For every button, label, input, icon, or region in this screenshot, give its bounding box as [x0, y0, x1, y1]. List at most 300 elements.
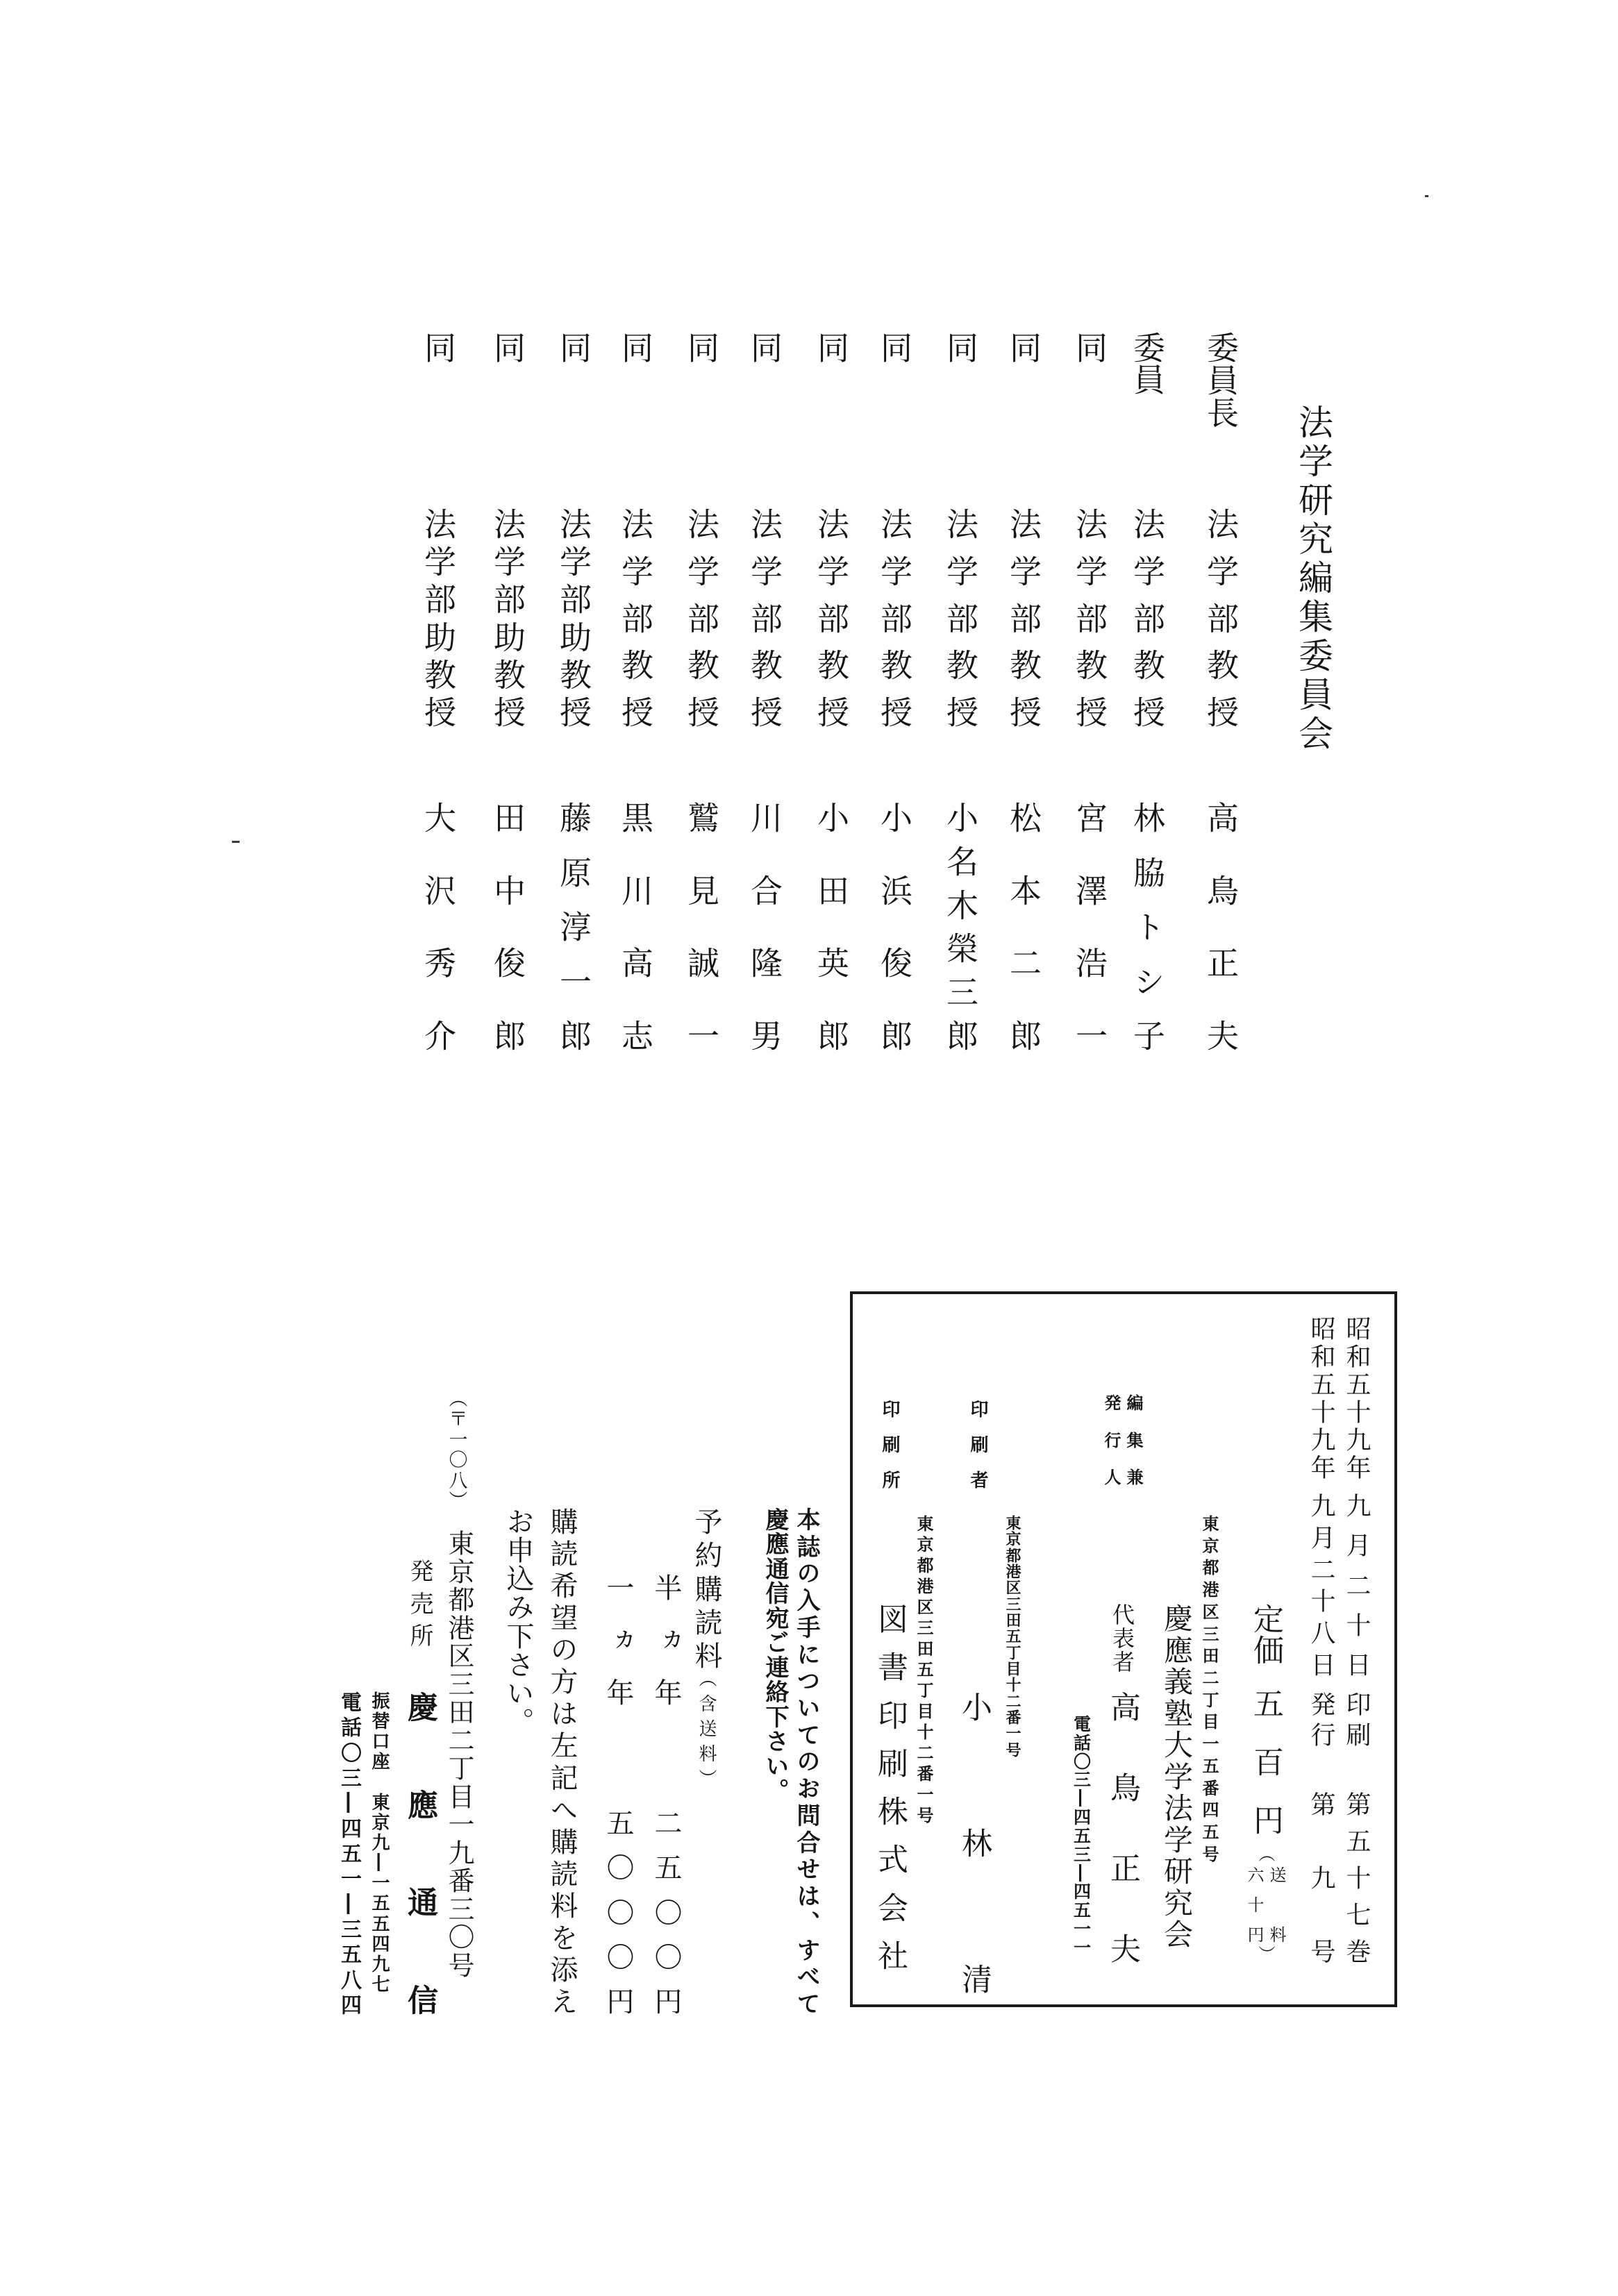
- glyph: ―: [337, 1792, 361, 1813]
- glyph: 十: [1307, 1399, 1335, 1424]
- glyph: 刷: [872, 1747, 908, 1778]
- glyph: ―: [1071, 1863, 1092, 1882]
- member-position: [875, 508, 914, 728]
- member-name: [554, 801, 593, 1051]
- glyph: 見: [683, 873, 720, 906]
- glyph: 九: [1342, 1493, 1371, 1518]
- glyph: 号: [1003, 1741, 1021, 1757]
- committee-member: [616, 0, 655, 1111]
- glyph: 一: [1199, 1735, 1219, 1752]
- committee-title: [1292, 404, 1334, 750]
- glyph: 学: [419, 545, 457, 578]
- glyph: 小: [876, 801, 913, 833]
- member-position: [554, 508, 593, 728]
- glyph: 十: [1307, 1588, 1335, 1614]
- glyph: 会: [1293, 715, 1333, 750]
- glyph: 浜: [876, 873, 913, 906]
- glyph: 法: [617, 508, 654, 539]
- glyph: 教: [942, 648, 979, 681]
- glyph: 員: [1202, 364, 1240, 396]
- glyph: 座: [369, 1752, 390, 1770]
- glyph: 九: [369, 1832, 390, 1851]
- glyph: 十: [1003, 1677, 1021, 1693]
- member-position: [1201, 508, 1240, 728]
- glyph: 正: [1105, 1852, 1140, 1883]
- glyph: 八: [1307, 1620, 1335, 1645]
- glyph: 八: [337, 1968, 361, 1990]
- glyph: 三: [1071, 1770, 1092, 1788]
- glyph: 入: [792, 1588, 820, 1612]
- print-shop-name: [871, 1603, 908, 1970]
- glyph: 五: [914, 1661, 933, 1677]
- issue-date: [1306, 1493, 1336, 1677]
- glyph: （: [1256, 1845, 1275, 1862]
- glyph: 部: [876, 601, 913, 634]
- glyph: 料: [546, 1891, 578, 1919]
- glyph: 法: [746, 508, 783, 539]
- glyph: 委: [1293, 637, 1333, 672]
- glyph: 田: [444, 1698, 474, 1725]
- glyph: 月: [1307, 1524, 1335, 1550]
- glyph: 者: [967, 1470, 988, 1489]
- glyph: 三: [1199, 1625, 1219, 1642]
- glyph: 、: [792, 1910, 820, 1934]
- glyph: 一: [1071, 1920, 1092, 1938]
- glyph: 同: [1071, 331, 1108, 363]
- glyph: 五: [1307, 1371, 1335, 1396]
- glyph: 価: [1248, 1634, 1283, 1665]
- glyph: 東: [1199, 1515, 1219, 1532]
- member-name: [682, 801, 721, 1051]
- print-action: [1341, 1691, 1371, 1747]
- glyph: 学: [1160, 1824, 1194, 1854]
- glyph: 学: [1160, 1761, 1194, 1791]
- glyph: 中: [489, 873, 526, 906]
- glyph: ト: [1128, 910, 1166, 942]
- glyph: 林: [956, 1827, 992, 1858]
- glyph: 慶: [402, 1691, 437, 1722]
- glyph: 九: [1342, 1427, 1371, 1452]
- glyph: 料: [690, 1641, 722, 1669]
- glyph: 同: [555, 331, 592, 363]
- glyph: 日: [1307, 1651, 1335, 1677]
- glyph: 二: [1307, 1556, 1335, 1582]
- glyph: 教: [1128, 648, 1166, 681]
- glyph: へ: [546, 1795, 578, 1823]
- committee-member: [682, 0, 721, 1111]
- glyph: 信: [761, 1581, 789, 1605]
- representative-label: [1108, 1603, 1136, 1673]
- glyph: 話: [1071, 1733, 1092, 1751]
- glyph: 会: [1160, 1919, 1194, 1948]
- glyph: 應: [402, 1788, 437, 1820]
- glyph: 教: [1005, 648, 1042, 681]
- glyph: さ: [502, 1650, 534, 1678]
- glyph: 部: [746, 601, 783, 634]
- glyph: 者: [1109, 1650, 1135, 1673]
- glyph: 区: [444, 1642, 474, 1669]
- glyph: 五: [1342, 1828, 1371, 1853]
- glyph: 同: [942, 331, 979, 363]
- glyph: 部: [419, 583, 457, 615]
- glyph: 一: [337, 1868, 361, 1889]
- subscription-instruction-1: [545, 1507, 578, 2015]
- glyph: に: [792, 1641, 820, 1666]
- glyph: 教: [812, 648, 850, 681]
- postage-value: [1244, 1866, 1264, 1943]
- price-value: [1247, 1688, 1283, 1835]
- member-role: [488, 331, 527, 366]
- glyph: 巻: [1342, 1938, 1371, 1963]
- glyph: 京: [444, 1557, 474, 1584]
- glyph: 学: [1005, 554, 1042, 587]
- notice-line-2: [760, 1507, 790, 1802]
- glyph: 料: [1267, 1926, 1286, 1943]
- glyph: 法: [489, 508, 526, 539]
- editor-label-right: [1124, 1394, 1143, 1485]
- glyph: 都: [444, 1586, 474, 1613]
- glyph: 授: [812, 696, 850, 728]
- glyph: 書: [872, 1651, 908, 1682]
- glyph: 学: [555, 545, 592, 578]
- glyph: 二: [650, 1809, 682, 1836]
- glyph: 部: [489, 583, 526, 615]
- glyph: 部: [617, 601, 654, 634]
- glyph: 番: [914, 1765, 933, 1782]
- editor-phone: [1069, 1715, 1093, 1956]
- glyph: 学: [489, 545, 526, 578]
- glyph: 。: [502, 1707, 534, 1735]
- glyph: 究: [1293, 521, 1333, 555]
- glyph: 三: [444, 1895, 474, 1922]
- member-role: [812, 331, 851, 366]
- glyph: す: [792, 1937, 820, 1961]
- glyph: 替: [369, 1711, 390, 1730]
- glyph: は: [546, 1699, 578, 1727]
- scan-speck: [232, 841, 240, 843]
- glyph: 田: [914, 1640, 933, 1657]
- glyph: 研: [1160, 1856, 1194, 1885]
- distributor-name: [401, 1691, 437, 2015]
- glyph: 長: [1202, 396, 1240, 428]
- glyph: お: [502, 1507, 534, 1535]
- glyph: 昭: [1342, 1316, 1371, 1341]
- member-role: [682, 331, 721, 366]
- member-name: [1070, 801, 1109, 1051]
- glyph: 港: [1199, 1581, 1219, 1598]
- glyph: 港: [914, 1577, 933, 1594]
- glyph: 慶: [761, 1507, 789, 1531]
- glyph: 九: [1307, 1493, 1335, 1518]
- glyph: 委: [1202, 331, 1240, 363]
- glyph: 川: [617, 873, 654, 906]
- glyph: 部: [1071, 601, 1108, 634]
- glyph: 希: [546, 1571, 578, 1600]
- glyph: 慶: [1160, 1603, 1194, 1632]
- glyph: 学: [876, 554, 913, 587]
- glyph: 法: [812, 508, 850, 539]
- glyph: 四: [1071, 1808, 1092, 1826]
- glyph: 発: [406, 1559, 433, 1582]
- glyph: 京: [914, 1536, 933, 1552]
- glyph: 教: [876, 648, 913, 681]
- glyph: 十: [1342, 1865, 1371, 1890]
- glyph: 兼: [1124, 1468, 1143, 1485]
- glyph: 一: [1071, 1938, 1092, 1956]
- glyph: 四: [337, 1993, 361, 2015]
- glyph: 図: [872, 1603, 908, 1634]
- glyph: ご: [761, 1630, 789, 1654]
- glyph: 十: [1244, 1896, 1264, 1913]
- glyph: 丁: [1003, 1644, 1021, 1660]
- member-position: [1128, 508, 1167, 728]
- glyph: 印: [872, 1699, 908, 1730]
- glyph: 印: [879, 1400, 900, 1418]
- glyph: 高: [617, 946, 654, 979]
- member-position: [488, 508, 527, 728]
- glyph: 榮: [942, 932, 979, 964]
- glyph: 同: [489, 331, 526, 363]
- glyph: 五: [602, 1809, 634, 1836]
- glyph: 五: [337, 1943, 361, 1965]
- member-position: [419, 508, 458, 728]
- glyph: 下: [761, 1704, 789, 1728]
- glyph: 〇: [445, 1450, 467, 1469]
- glyph: 教: [1202, 648, 1240, 681]
- subscription-heading: [690, 1507, 723, 1669]
- glyph: い: [502, 1678, 534, 1707]
- glyph: 三: [914, 1619, 933, 1636]
- glyph: 〇: [602, 1853, 634, 1882]
- glyph: 円: [650, 1987, 682, 2015]
- glyph: 同: [617, 331, 654, 363]
- glyph: 法: [419, 508, 457, 539]
- subscription-term: [649, 1573, 683, 1706]
- glyph: 清: [956, 1963, 992, 1994]
- glyph: 連: [761, 1654, 789, 1679]
- glyph: い: [792, 1695, 820, 1720]
- glyph: 二: [444, 1726, 474, 1753]
- committee-member: [941, 0, 980, 1111]
- glyph: 一: [1071, 1019, 1108, 1051]
- glyph: 東: [444, 1530, 474, 1556]
- glyph: 究: [1160, 1887, 1194, 1917]
- glyph: 方: [546, 1667, 578, 1695]
- glyph: 半: [650, 1573, 682, 1601]
- glyph: 林: [1128, 801, 1166, 833]
- editor-label: [1101, 1394, 1143, 1485]
- glyph: 読: [690, 1607, 722, 1636]
- glyph: 原: [555, 855, 592, 888]
- glyph: 三: [1071, 1845, 1092, 1863]
- glyph: 編: [1124, 1394, 1143, 1411]
- glyph: 部: [1128, 601, 1166, 634]
- glyph: ―: [1071, 1789, 1092, 1807]
- glyph: 込: [502, 1564, 534, 1593]
- glyph: 田: [1003, 1612, 1021, 1628]
- glyph: 一: [444, 1811, 474, 1838]
- glyph: 部: [812, 601, 850, 634]
- glyph: 都: [914, 1557, 933, 1573]
- glyph: 発: [1307, 1691, 1335, 1716]
- member-position: [682, 508, 721, 728]
- glyph: 郎: [489, 1019, 526, 1051]
- member-role: [941, 331, 980, 366]
- editor-label-left: [1101, 1394, 1121, 1485]
- scan-speck: [1425, 195, 1428, 197]
- glyph: 十: [1342, 1611, 1371, 1637]
- glyph: 應: [761, 1532, 789, 1556]
- glyph: 塾: [1160, 1698, 1194, 1727]
- glyph: 学: [617, 554, 654, 587]
- glyph: 浩: [1071, 946, 1108, 979]
- glyph: 四: [369, 1934, 390, 1952]
- glyph: 四: [1071, 1882, 1092, 1900]
- glyph: 都: [1199, 1559, 1219, 1576]
- glyph: 法: [555, 508, 592, 539]
- glyph: 所: [406, 1623, 433, 1647]
- glyph: の: [546, 1635, 578, 1664]
- glyph: 郎: [942, 1019, 979, 1051]
- glyph: 二: [914, 1744, 933, 1761]
- glyph: 丁: [914, 1682, 933, 1698]
- glyph: 四: [1199, 1801, 1219, 1818]
- glyph: 目: [914, 1702, 933, 1719]
- member-role: [1070, 331, 1109, 366]
- subscription-heading-note: [694, 1669, 718, 1787]
- glyph: 九: [369, 1954, 390, 1972]
- glyph: の: [792, 1749, 820, 1773]
- glyph: 助: [489, 620, 526, 653]
- glyph: 一: [914, 1786, 933, 1802]
- glyph: 同: [876, 331, 913, 363]
- glyph: 二: [1199, 1669, 1219, 1686]
- printer-label: [966, 1400, 990, 1489]
- issue-number: [1306, 1791, 1336, 1963]
- glyph: 刷: [1342, 1722, 1371, 1747]
- glyph: 行: [1307, 1722, 1335, 1747]
- glyph: 番: [1003, 1709, 1021, 1725]
- glyph: 丁: [444, 1754, 474, 1782]
- glyph: 同: [683, 331, 720, 363]
- glyph: い: [761, 1753, 789, 1777]
- glyph: 四: [337, 1817, 361, 1838]
- price-label: [1247, 1603, 1283, 1665]
- glyph: 教: [489, 657, 526, 690]
- glyph: 應: [1160, 1634, 1194, 1664]
- glyph: 年: [1342, 1455, 1371, 1480]
- committee-member: [1070, 0, 1109, 1111]
- glyph: 十: [914, 1723, 933, 1740]
- glyph: 学: [1202, 554, 1240, 587]
- glyph: 送: [1267, 1866, 1286, 1883]
- member-role: [616, 331, 655, 366]
- glyph: 学: [1128, 554, 1166, 587]
- subscription-price: [649, 1809, 683, 2015]
- glyph: 木: [942, 888, 979, 921]
- glyph: 東: [1003, 1515, 1021, 1530]
- glyph: 鳥: [1202, 873, 1240, 906]
- glyph: 員: [1293, 676, 1333, 711]
- glyph: 誌: [792, 1534, 820, 1558]
- printer-name: [956, 1691, 992, 1994]
- glyph: 法: [1160, 1793, 1194, 1822]
- member-position: [745, 508, 784, 728]
- glyph: 委: [1128, 331, 1166, 363]
- glyph: 学: [1071, 554, 1108, 587]
- glyph: 宮: [1071, 801, 1108, 833]
- glyph: 部: [1005, 601, 1042, 634]
- glyph: 代: [1109, 1603, 1135, 1625]
- glyph: さ: [761, 1729, 789, 1753]
- glyph: 約: [690, 1541, 722, 1569]
- glyph: え: [546, 1986, 578, 2015]
- glyph: 学: [942, 554, 979, 587]
- glyph: ）: [696, 1769, 717, 1787]
- glyph: 五: [1199, 1757, 1219, 1774]
- glyph: 左: [546, 1731, 578, 1759]
- editor-organization: [1158, 1603, 1194, 1948]
- glyph: 介: [419, 1019, 457, 1051]
- glyph: 番: [1199, 1779, 1219, 1796]
- glyph: 購: [690, 1574, 722, 1602]
- glyph: 部: [683, 601, 720, 634]
- glyph: 京: [1003, 1531, 1021, 1547]
- printer-address: [1002, 1515, 1021, 1757]
- member-position: [1004, 508, 1043, 728]
- glyph: 刷: [879, 1435, 900, 1453]
- representative-name: [1104, 1691, 1140, 1963]
- issue-action: [1306, 1691, 1336, 1747]
- glyph: 。: [761, 1777, 789, 1802]
- glyph: 記: [546, 1763, 578, 1791]
- member-position: [1070, 508, 1109, 728]
- glyph: 五: [1248, 1688, 1283, 1718]
- glyph: 含: [696, 1694, 717, 1712]
- glyph: 五: [1071, 1901, 1092, 1919]
- glyph: ヵ: [650, 1625, 682, 1654]
- member-role: [745, 331, 784, 366]
- member-role: [1128, 331, 1167, 395]
- glyph: 二: [1342, 1572, 1371, 1598]
- glyph: 法: [1293, 404, 1333, 439]
- glyph: 小: [812, 801, 850, 833]
- glyph: 目: [1003, 1661, 1021, 1677]
- glyph: 正: [1202, 946, 1240, 979]
- committee-member: [1201, 0, 1240, 1111]
- glyph: 話: [337, 1716, 361, 1738]
- transfer-account: [367, 1691, 391, 1993]
- glyph: 授: [617, 696, 654, 728]
- glyph: 月: [1342, 1532, 1371, 1558]
- glyph: 夫: [1202, 1019, 1240, 1051]
- glyph: 学: [1293, 443, 1333, 478]
- glyph: 高: [1202, 801, 1240, 833]
- glyph: 和: [1342, 1343, 1371, 1368]
- glyph: 発: [1101, 1394, 1121, 1411]
- glyph: 番: [444, 1867, 474, 1894]
- glyph: 授: [555, 695, 592, 728]
- glyph: 名: [942, 844, 979, 877]
- glyph: 編: [1293, 560, 1333, 594]
- glyph: 教: [617, 648, 654, 681]
- glyph: 百: [1248, 1746, 1283, 1777]
- glyph: 所: [879, 1470, 900, 1489]
- glyph: 八: [445, 1470, 467, 1489]
- glyph: 五: [650, 1853, 682, 1882]
- glyph: 学: [812, 554, 850, 587]
- glyph: 通: [761, 1556, 789, 1580]
